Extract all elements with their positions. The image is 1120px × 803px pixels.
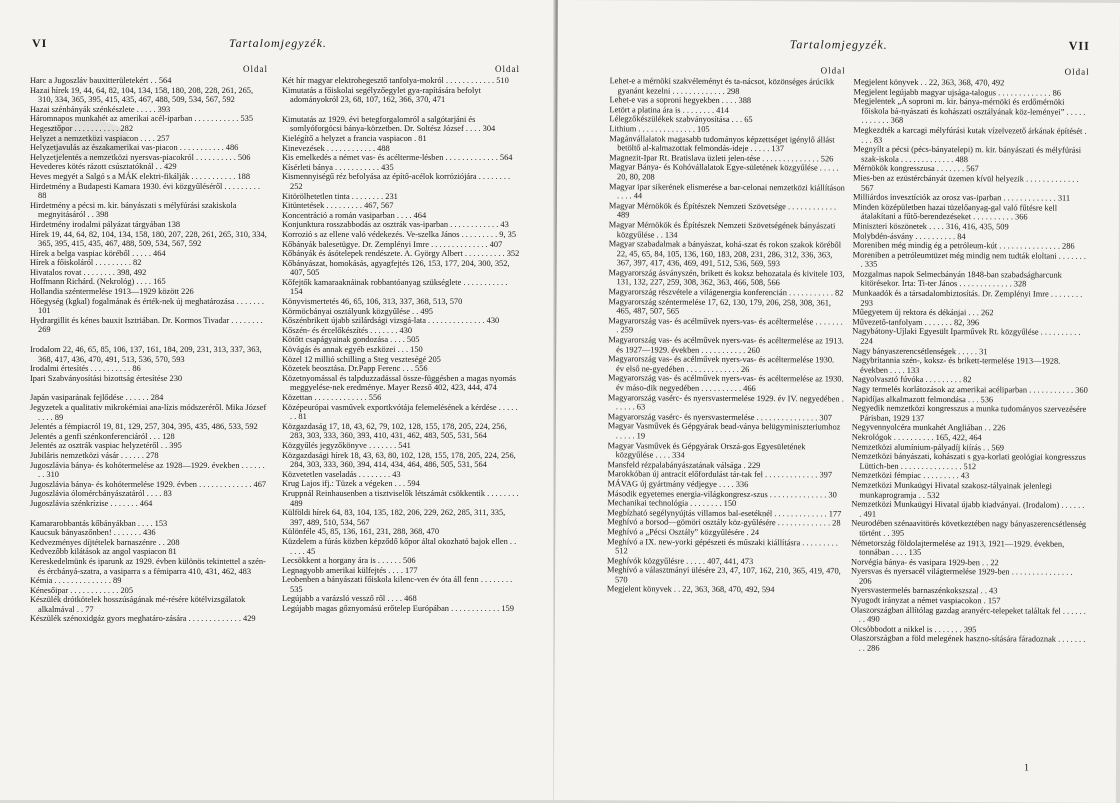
- index-entry: Közetek beosztása. Dr.Papp Ferenc . . . 556: [282, 364, 428, 374]
- left-page-number: VI: [32, 36, 48, 50]
- index-entry: Háromnapos munkahét az amerikai acél-iparban . . . . . . . . . . . 535: [30, 114, 254, 124]
- index-entry: Mérnökök kongresszusa . . . . . . . 567: [853, 163, 979, 174]
- index-entry: Irodalom 22, 46, 65, 85, 106, 137, 161, 184, 209, 231, 313, 337, 363, 368, 417, 436, 470, 491, 513, 536, 570, 593: [30, 345, 262, 364]
- index-entry: Nagybátony-Ujlaki Egyesült Iparművek Rt. közgyűlése . . . . . . . . . . 224: [852, 326, 1081, 346]
- index-entry: Helyzetjavulás az északamerikai vas-piacon . . . . . . . . . . . 486: [30, 143, 239, 153]
- index-entry: Negyedik nemzetközi kongresszus a munka tudományos szervezésére Párisban, 1929 137: [851, 403, 1087, 423]
- index-entry: Molybdén-ásvány . . . . . . . . . . 84: [852, 231, 966, 241]
- index-entry: Megjelent legújabb magyar ujsága-talogus . . . . . . . . . . . . . 86: [853, 87, 1062, 98]
- index-entry: MÁVAG új gyártmány védjegye . . . . 336: [607, 479, 749, 489]
- left-page: [0, 0, 556, 800]
- index-entry: Nemzetközi Munkaügyi Hivatal szakosz-tályainak jelenlegi munkaprogramja . . 532: [851, 480, 1052, 500]
- index-entry: Jelentés a fémpiacról 19, 81, 129, 257, 304, 395, 435, 486, 533, 592: [30, 422, 258, 432]
- index-entry: Közgazdaság 17, 18, 43, 62, 79, 102, 128, 155, 178, 205, 224, 256, 283, 303, 333, 360, 393, 410, 431, 462, 483, 505, 531, 564: [282, 421, 507, 441]
- index-entry: Hőegység (kgkal) fogalmának és érték-nek új meghatározása . . . . . . . 101: [30, 296, 264, 316]
- index-entry: Meghívó a választmányi ülésére 23, 47, 107, 162, 210, 365, 419, 470, 570: [606, 565, 841, 585]
- column-header: Oldal: [1064, 66, 1090, 77]
- index-entry: Magyarország vas- és acélművek nyers-vas- és acéltermelése 1930. év első ne-gyedében . . . . . . . . . . . . . 26: [608, 354, 835, 374]
- index-entry: Nemzetközi alumínium-pályadíj kiírás . . 569: [851, 442, 1005, 452]
- index-entry: Nyugodt irányzat a német vaspiacokon . 157: [850, 595, 1001, 606]
- index-entry: Olaszországban a föld melegének haszno-sítására fáradoznak . . . . . . . . . 286: [850, 633, 1086, 653]
- index-entry: Hirdetmény a Budapesti Kamara 1930. évi közgyűléséről . . . . . . . . . 88: [30, 181, 261, 201]
- index-entry: Jelentés az osztrák vaspiac helyzetéről . . 395: [30, 441, 182, 451]
- index-entry: Meghívó a „Pécsi Osztály” közgyűlésére . 24: [607, 527, 760, 537]
- index-entry: Kinevezések . . . . . . . . . . . . 488: [282, 143, 390, 153]
- index-entry: Magyarország ásványszén, brikett és koksz behozatala és kivitele 103, 131, 132, 227, 259, 308, 362, 363, 466, 508, 566: [608, 268, 845, 288]
- index-entry: Jegyzetek a qualitativ mikrokémiai ana-lízis módszeréről. Mika József . . . . 89: [30, 403, 267, 422]
- left-page-title: Tartalomjegyzék.: [229, 36, 327, 50]
- right-page-title: Tartalomjegyzék.: [789, 37, 888, 52]
- index-entry: Mies-ben az ezüstércbányát üzemen kívül helyezik . . . . . . . . . . . . . 567: [853, 173, 1079, 193]
- index-entry: Milliárdos invesztíciók az orosz vas-iparban . . . . . . . . . . . . . 311: [852, 192, 1071, 203]
- right-page-header: [558, 36, 1120, 55]
- index-entry: Kamararobbantás kőbányákban . . . . 153: [30, 518, 168, 528]
- index-entry: Meghívó a IX. new-yorki gépészeti és műszaki kiállításra . . . . . . . . . 512: [607, 536, 838, 556]
- index-entry: Kőszén- és ércelőkészítés . . . . . . . 430: [282, 325, 413, 335]
- index-entry: Negyvennyolcéra munkahét Angliában . . 226: [851, 422, 1006, 433]
- index-entry: Megjelent könyvek . . 22, 363, 368, 470, 492: [853, 77, 1005, 88]
- right-page: [554, 0, 1120, 803]
- index-entry: Nemzetközi Munkaügyi Hivatal újabb kiadványai. (Irodalom) . . . . . . . 491: [851, 499, 1085, 519]
- index-entry: Magyar Vasművek és Gépgyárak Orszá-gos Egyesületének közgyűlése . . . . 334: [607, 440, 806, 460]
- index-entry: Nagyolvasztó fúvóka . . . . . . . . . 82: [851, 374, 972, 385]
- index-entry: Kísérleti bánya . . . . . . . . . . . 435: [282, 162, 394, 172]
- index-entry: Moreniben a petróleumtüzet még mindig nem tudták eloltani . . . . . . . . 335: [852, 250, 1086, 269]
- index-entry: Hazai hírek 19, 44, 64, 82, 104, 134, 158, 180, 208, 228, 261, 265, 310, 334, 365, 395, 415, 435, 467, 488, 509, 534, 567, 592: [30, 85, 254, 105]
- index-entry: Neurodében szénaavitörés következtében nagy bányaszerencsétlenség történt . . 395: [851, 518, 1087, 538]
- index-entry: Helyzetjelentés a nemzetközi nyersvas-piacokról . . . . . . . . . . 506: [30, 152, 251, 162]
- index-entry: Legnagyobb amerikai külfejtés . . . . 177: [282, 565, 418, 575]
- index-entry: Jugoszlávia ólomércbányászatáról . . . . 83: [30, 489, 172, 499]
- index-entry: Jugoszlávia szénkrízise . . . . . . . 464: [30, 498, 153, 508]
- index-entry: Miniszteri köszönetek . . . . 316, 416, 435, 509: [852, 221, 1009, 232]
- index-entry: Mechanikai technológia . . . . . . . . 150: [607, 498, 737, 509]
- index-entry: Legújabb a varázsló vessző ről . . . . 468: [282, 594, 417, 604]
- right-column-1: [607, 64, 846, 595]
- index-entry: Lecsökkent a horgany ára is . . . . . . 506: [282, 556, 416, 566]
- index-entry: Második egyetemes energia-világkongresz-szus . . . . . . . . . . . . . . 30: [607, 488, 837, 499]
- index-entry: Magyarország vasérc- és nyersvastermelése . . . . . . . . . . . . . . . 307: [607, 412, 833, 423]
- index-entry: Kismennyiségű réz befolyása az építő-acélok korróziójára . . . . . . . . 252: [282, 172, 511, 191]
- index-entry: Olcsóbbodott a nikkel is . . . . . . . 395: [850, 624, 977, 635]
- index-entry: Közetnyomással és talpduzzadással össze-függésben a magas nyomás meggyelése-nek eredménye. Mayer Rezső 402, 423, 444, 474: [282, 373, 516, 393]
- index-entry: Nagy termelés korlátozások az amerikai acéliparban . . . . . . . . . . . 360: [851, 384, 1088, 395]
- index-entry: Közgazdasági hírek 18, 43, 63, 80, 102, 128, 155, 178, 205, 224, 256, 284, 303, 333, 360, 394, 414, 434, 464, 486, 505, 531, 564: [282, 450, 516, 470]
- index-entry: Kőbányászat, homokásás, agyagfejtés 126, 153, 177, 204, 300, 352, 407, 505: [282, 258, 510, 278]
- index-entry: Moreniben még mindig ég a petróleum-kút . . . . . . . . . . . . . . . 286: [852, 240, 1075, 251]
- index-entry: Kövágás és annak egyéb eszközei . . . 150: [282, 345, 423, 355]
- index-entry: Kimutatás az 1929. évi betegforgalomról a salgótarjáni és somlyóforgócsi bánya-körzetben. Dr. Soltész József . . . . 304: [282, 114, 496, 134]
- index-entry: Kötőtt csapágyainak gondozása . . . . 505: [282, 335, 420, 345]
- index-entry: Kőfejtők kamaraaknáinak robbantóanyag szükséglete . . . . . . . . . . . 154: [282, 277, 508, 297]
- index-entry: Konjunktura rosszabbodás az osztrák vas-iparban . . . . . . . . . . . . 43: [282, 220, 509, 230]
- index-entry: Magyar Vasművek és Gépgyárak bead-ványa belügyminiszteriumhoz . . . . . 19: [607, 421, 841, 441]
- index-entry: Leobenben a bányászati főiskola kilenc-ven év óta áll fenn . . . . . . . . 535: [282, 575, 513, 594]
- index-entry: Helyzet a nemzetközi vaspiacon . . . . 257: [30, 133, 170, 143]
- index-entry: Magyar Mérnökök és Építészek Nemzeti Szövetségének bányászati közgyűlése . . 134: [608, 220, 836, 240]
- index-entry: Letört a platina ára is . . . . . . . . 414: [609, 105, 729, 115]
- index-entry: Nemzetközi bányászati, kohászati s gya-korlati geológiai kongresszus Lüttich-ben . . . . . . . . . . . . . . . 512: [851, 451, 1086, 471]
- index-entry: Nyersvas és nyersacél világtermelése 1929-ben . . . . . . . . . . . . . . . 206: [850, 566, 1073, 586]
- index-entry: Meghívó a borsod—gömöri osztály köz-gyűlésére . . . . . . . . . . . . . 28: [607, 517, 841, 528]
- index-entry: Közvetetlen vaseladás . . . . . . . . 43: [282, 469, 401, 479]
- index-entry: Kielégítő a helyzet a francia vaspiacon . 81: [282, 133, 427, 143]
- index-entry: Hirdetmény a pécsi m. kir. bányászati s mélyfúrási szakiskola megnyitásáról . . 398: [30, 200, 237, 220]
- index-entry: Koncentráció a román vasiparban . . . . 464: [282, 210, 427, 220]
- index-entry: Középeurópai vasművek exportkvótája felemelésének a kérdése . . . . . . . 81: [282, 402, 518, 422]
- index-entry: Lithium . . . . . . . . . . . . . . 105: [609, 124, 710, 134]
- index-entry: Minden középületben hazai tüzelőanyag-gal való fűtésre kell átalakítani a fűtő-berendezéseket . . . . . . . . . . 366: [852, 202, 1058, 222]
- index-entry: Külföldi hírek 64, 83, 104, 135, 182, 206, 229, 262, 285, 311, 335, 397, 489, 510, 534, 567: [282, 508, 506, 527]
- index-entry: Irodalmi értesítés . . . . . . . . . . 86: [30, 364, 141, 374]
- index-entry: Heves megyét a Salgó s a MÁK elektri-fikálják . . . . . . . . . . . 188: [30, 171, 251, 181]
- index-entry: Munkaadók és a társadalombiztosítás. Dr. Zemplényi Imre . . . . . . . . 293: [852, 288, 1083, 308]
- index-entry: Kis emelkedés a német vas- és acélterme-lésben . . . . . . . . . . . . . 564: [282, 153, 513, 163]
- index-entry: Mozgalmas napok Selmecbányán 1848-ban szabadságharcunk kitörésekor. Irta: Ti-ter János . . . . . . . . . . . . . 328: [852, 269, 1062, 289]
- index-entry: Magyarország vasérc- és nyersvastermelése 1929. év IV. negyedében . . . . . . 63: [607, 392, 844, 412]
- column-header: Oldal: [495, 64, 520, 74]
- index-entry: Magyarország széntermelése 17, 62, 130, 179, 206, 258, 308, 361, 465, 487, 507, 565: [608, 296, 832, 316]
- index-entry: Kőbányák balesetügye. Dr. Zemplényi Imre . . . . . . . . . . . . . . 407: [282, 239, 503, 249]
- index-entry: Jubiláris nemzetközi vásár . . . . . . 278: [30, 450, 159, 460]
- index-entry: Meghívók közgyűlésre . . . . . 407, 441, 473: [607, 555, 754, 566]
- index-entry: Legújabb magas gőznyomású erőtelep Európában . . . . . . . . . . . . 159: [282, 604, 514, 614]
- index-entry: Hoffmann Richárd. (Nekrológ) . . . . 165: [30, 277, 166, 287]
- column-header: Oldal: [243, 64, 268, 74]
- index-entry: Lehet-e a mérnöki szakvéleményt és ta-nácsot, közönséges árúcikk gyanánt kezelni . . . . . . . . . . . . . 298: [609, 76, 835, 96]
- index-entry: Hegesztőpor . . . . . . . . . . . 282: [30, 123, 134, 133]
- index-entry: Magyarország vas- és acélművek nyers-vas- és acéltermelése . . . . . . . . 259: [608, 316, 843, 335]
- index-entry: Kimutatás a főiskolai segélyzőegylet gya-rapítására befolyt adományokról 23, 68, 107, 162, 366, 370, 471: [282, 85, 481, 105]
- index-entry: Olaszországban állítólag gazdag aranyérc-telepeket találtak fel . . . . . . . . 490: [850, 605, 1086, 624]
- index-entry: Nagy bányaszerencsétlenségek . . . . . 31: [852, 346, 988, 356]
- index-entry: Magyarország vas- és acélművek nyers-vas- és acéltermelése az 1913. és 1927—1929. években . . . . . . . . . . . 260: [608, 335, 844, 355]
- index-entry: Hírek 19, 44, 64, 82, 104, 134, 158, 180, 207, 228, 261, 265, 310, 334, 365, 395, 415, 435, 467, 488, 509, 534, 567, 592: [30, 229, 267, 249]
- index-entry: Magyar ipar sikerének elismerése a bar-celonai nemzetközi kiállításon . . . . 44: [609, 181, 845, 201]
- index-entry: Kémia . . . . . . . . . . . . . . 89: [30, 576, 122, 586]
- index-entry: Művezető-tanfolyam . . . . . . . 82, 396: [852, 317, 980, 328]
- index-entry: Lélegzőkészülékek szabványosítása . . . 65: [609, 114, 753, 125]
- index-entry: Hirdetmény irodalmi pályázat tárgyában 138: [30, 219, 181, 229]
- left-page-header: [0, 36, 556, 52]
- page-footer-mark: 1: [1023, 762, 1030, 774]
- index-entry: Különféle 45, 85, 136, 161, 231, 288, 368, 470: [282, 527, 440, 537]
- column-header: Oldal: [820, 65, 846, 76]
- index-entry: Jugoszlávia bánya- és kohótermelése az 1928—1929. években . . . . . . . . 310: [30, 460, 265, 480]
- index-entry: Két hír magyar elektrohegesztő tanfolya-mokról . . . . . . . . . . . . 510: [282, 76, 509, 85]
- index-entry: Kruppnál Reinhausenben a tisztviselők létszámát csökkentik . . . . . . . . 489: [282, 488, 519, 508]
- index-entry: Kitüntetések . . . . . . . . . 467, 567: [282, 201, 394, 211]
- index-entry: Nemzetközi fémpiac . . . . . . . . . 43: [851, 470, 970, 481]
- index-entry: Jelentés a genfi szénkonferenciáról . . . 128: [30, 431, 175, 441]
- index-entry: Magyar Bánya- és Kohóvállalatok Egye-sületének közgyűlése . . . . . 20, 80, 208: [609, 162, 839, 182]
- index-entry: Kaucsuk bányaszőnben! . . . . . . . 436: [30, 528, 156, 538]
- index-entry: Ipari Szabványosítási bizottság értesítése 230: [30, 373, 183, 383]
- index-entry: Norvégia bánya- és vasipara 1929-ben . . 22: [851, 557, 999, 568]
- index-entry: Kőbányák és ásótelepek rendészete. A. György Albert . . . . . . . . . . 352: [282, 249, 520, 259]
- index-entry: Közel 12 millió schilling a Steg veszteségé 205: [282, 354, 441, 364]
- index-entry: Küzdelem a fúrás közben képződő kőpor által okozható bajok ellen . . . . . . 45: [282, 536, 517, 556]
- index-entry: Marokkóban új antracit előfordulást tár-tak fel . . . . . . . . . . . . . 397: [607, 469, 833, 480]
- index-entry: Megkezdték a karcagi mélyfúrási kutak vízelvezető árkának építését . . . . 83: [853, 125, 1087, 145]
- index-entry: Lehet-e vas a soproni hegyekben . . . . 388: [609, 95, 752, 106]
- right-page-number: VII: [1068, 38, 1090, 53]
- index-entry: Közettan . . . . . . . . . . . . . 556: [282, 393, 382, 402]
- index-entry: Magyarország vas- és acélművek nyers-vas- és acéltermelése az 1930. év máso-dik negyedében . . . . . . . . . . 466: [607, 373, 844, 394]
- index-entry: Hivatalos rovat . . . . . . . . 398, 492: [30, 267, 147, 277]
- index-entry: Nyersvastermelés barnaszénkokszszal . . 43: [850, 586, 998, 596]
- index-entry: Korrozió s az ellene való védekezés. Ve-szelka János . . . . . . . . . 9, 35: [282, 229, 517, 239]
- index-entry: Hevederes kötés rázott csúsztatóknál . . 429: [30, 162, 177, 172]
- index-entry: Megjelentek „A soproni m. kir. bánya-mérnöki és erdőmérnöki főiskola bá-nyászati és kohászati osztályának köz-leményei” . . . . . . . . . . . . 368: [853, 96, 1086, 126]
- index-entry: Magyarország részvétele a világenergia konferencián . . . . . . . . . . . 82: [608, 287, 844, 298]
- index-entry: Kereskedelmünk és iparunk az 1929. évben különös tekintettel a szén- és ércbányá-szatra, a vasiparra s a fémiparra 410, 431, 462, 483: [30, 556, 266, 576]
- index-entry: Nekrológok . . . . . . . . . . 165, 422, 464: [851, 432, 982, 443]
- index-entry: Nagybritannia szén-, koksz- és brikett-termelése 1913—1928. években . . . . 133: [852, 355, 1061, 375]
- index-entry: Mansfeld rézpalabányászatának válsága . 229: [607, 460, 761, 470]
- index-entry: Jugoszlávia bánya- és kohótermelése 1929. évben . . . . . . . . . . . . . 467: [30, 479, 267, 489]
- index-entry: Kedvezményes díjtételek barnaszénre . . 208: [30, 537, 180, 547]
- index-entry: Magyar Mérnökök és Építészek Nemzeti Szövetsége . . . . . . . . . . . . 489: [608, 200, 837, 220]
- index-entry: Kénesőipar . . . . . . . . . . . . 205: [30, 585, 134, 595]
- left-column-1: [30, 64, 268, 624]
- index-entry: Japán vasiparának fejlődése . . . . . . 284: [30, 393, 164, 403]
- index-entry: Hazai szénbányák szénkészlete . . . . . 393: [30, 104, 171, 114]
- index-entry: Magánvállalatok magasabb tudományos képzettséget igénylő állást betöltő al-kalmazottak felmondás-ideje . . . . . 137: [609, 133, 835, 154]
- index-entry: Kitörölhetetlen tinta . . . . . . . . 231: [282, 191, 398, 201]
- index-entry: Harc a Jugoszláv bauxitterületekért . . 564: [30, 76, 172, 85]
- index-entry: Megjelent könyvek . . 22, 363, 368, 470, 492, 594: [606, 584, 775, 595]
- index-entry: Hollandia széntermelése 1913—1929 között 226: [30, 287, 194, 297]
- index-entry: Magnezit-Ipar Rt. Bratislava üzleti jelen-tése . . . . . . . . . . . . . . 526: [609, 153, 834, 164]
- index-entry: Közgyűlés jegyzőkönyve . . . . . . . 541: [282, 440, 411, 450]
- index-entry: Készülék drótkötelek hosszúságának mé-résére kötélvizsgálatok alkalmával . . 77: [30, 595, 246, 614]
- index-entry: Megbízható segélynyújtás villamos bal-esetéknél . . . . . . . . . . . . . 177: [607, 507, 842, 519]
- index-entry: Könyvismertetés 46, 65, 106, 313, 337, 368, 513, 570: [282, 297, 463, 307]
- index-entry: Hírek a főiskoláról . . . . . . . . . 82: [30, 258, 142, 268]
- left-column-2: [282, 64, 520, 614]
- index-entry: Készülék szénoxidgáz gyors meghatáro-zására . . . . . . . . . . . . . 429: [30, 614, 256, 624]
- index-entry: Hydrargillit és kénes bauxit Isztriában. Dr. Kormos Tivadar . . . . . . . . 269: [30, 315, 263, 335]
- index-entry: Kőszénbrikett újabb szilárdsági vizsgá-lata . . . . . . . . . . . . . . 430: [282, 316, 500, 326]
- index-entry: Napidíjas alkalmazott felmondása . . . 536: [851, 394, 994, 404]
- index-entry: Hírek a belga vaspiac köréből . . . . . 464: [30, 248, 166, 258]
- index-entry: Megnyílt a pécsi (pécs-bányatelepi) m. kir. bányászati és mélyfúrási szak-iskola . . . . . . . . . . . . . 488: [853, 144, 1082, 164]
- index-entry: Műegyetem új rektora és dékánjai . . . 262: [852, 307, 994, 318]
- index-entry: Krug Lajos ifj.: Tüzek a végeken . . . 594: [282, 479, 420, 489]
- index-entry: Kedvezőbb kilátások az angol vaspiacon 81: [30, 547, 177, 557]
- index-entry: Körmöcbányai osztályunk közgyűlése . . 495: [282, 306, 433, 316]
- index-entry: Magyar szabadalmak a bányászat, kohá-szat és rokon szakok köréből 22, 45, 65, 84, 105, 136, 160, 183, 208, 231, 286, 312, 336, 363, 367, 397, 417, 436, 469, 491, 512, 536, 569, 593: [608, 239, 842, 269]
- index-entry: Németország földolajtermelése az 1913, 1921—1929. években, tonnában . . . . 135: [851, 538, 1065, 558]
- right-column-2: [851, 66, 1090, 655]
